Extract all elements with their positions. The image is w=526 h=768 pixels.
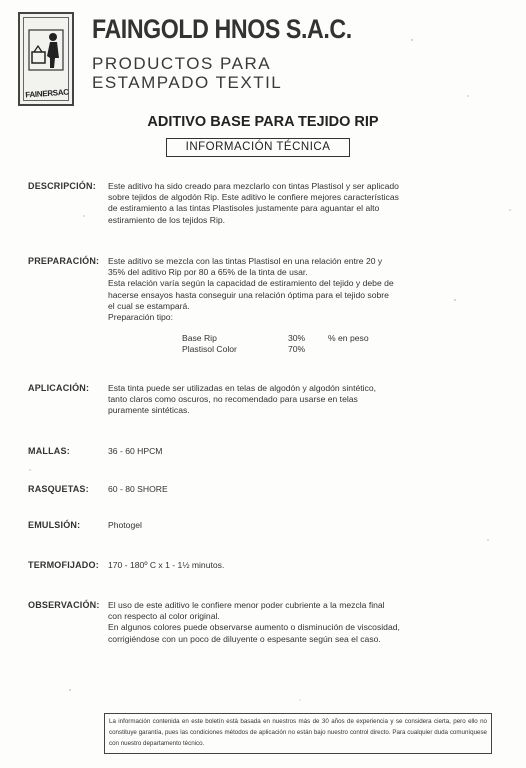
screen-printer-icon <box>28 28 64 72</box>
text-line: de estiramiento a las tintas Plastisoles justamente para aguantar el alto <box>108 203 380 214</box>
observacion-label: OBSERVACIÓN: <box>28 600 100 610</box>
text-line: Este aditivo ha sido creado para mezclarlo con tintas Plastisol y ser aplicado <box>108 181 399 191</box>
text-line: Esta relación varía según la capacidad de estiramiento del tejido y debe de <box>108 278 394 289</box>
text-line: estiramiento de los tejidos Rip. <box>108 214 226 225</box>
table-cell-item: Base Rip <box>182 333 217 343</box>
text-line: corrigiéndose con un poco de diluyente o espesante según sea el caso. <box>108 633 381 644</box>
disclaimer-box: La información contenida en este boletín está basada en nuestros más de 30 años de experiencia y se considera cierta, pero ello no constituye garantía, pues las condiciones métodos de aplicación no están bajo nuestro control directo. Para cualquier duda comuníquese con nuestro departamento técnico. <box>104 713 492 754</box>
text-line: Esta tinta puede ser utilizadas en telas de algodón y algodón sintético, <box>108 383 377 393</box>
termofijado-label: TERMOFIJADO: <box>28 560 99 570</box>
emulsion-label: EMULSIÓN: <box>28 520 81 530</box>
text-line: puramente sintéticas. <box>108 405 190 416</box>
mallas-value: 36 - 60 HPCM <box>108 446 163 456</box>
table-cell-note: % en peso <box>328 333 369 343</box>
preparacion-label: PREPARACIÓN: <box>28 256 100 266</box>
text-line: hacerse ensayos hasta conseguir una relación óptima para el tejido sobre <box>108 289 389 300</box>
text-line: sobre tejidos de algodón Rip. Este aditivo le confiere mejores características <box>108 192 399 203</box>
text-line: con respecto al color original. <box>108 611 220 622</box>
text-line: Este aditivo se mezcla con las tintas Plastisol en una relación entre 20 y <box>108 256 383 266</box>
text-line: El uso de este aditivo le confiere menor poder cubriente a la mezcla final <box>108 600 385 610</box>
table-row <box>182 333 402 344</box>
rasquetas-label: RASQUETAS: <box>28 484 89 494</box>
tagline-line-1: PRODUCTOS PARA <box>92 54 272 73</box>
descripcion-label: DESCRIPCIÓN: <box>28 181 96 191</box>
text-line: 35% del aditivo Rip por 80 a 65% de la tinta de usar. <box>108 267 308 278</box>
text-line: tanto claros como oscuros, no recomendado para usarse en telas <box>108 394 358 405</box>
company-name: FAINGOLD HNOS S.A.C. <box>92 14 352 44</box>
logo-text: FAINERSAC <box>24 87 70 100</box>
table-cell-item: Plastisol Color <box>182 344 237 355</box>
emulsion-value: Photogel <box>108 520 142 530</box>
technical-info-heading: INFORMACIÓN TÉCNICA <box>166 138 350 157</box>
company-logo <box>18 12 74 106</box>
preparacion-text <box>108 256 428 323</box>
tagline-line-2: ESTAMPADO TEXTIL <box>92 73 283 92</box>
text-line: Preparación tipo: <box>108 312 173 323</box>
table-row <box>182 344 402 355</box>
mallas-label: MALLAS: <box>28 446 70 456</box>
rasquetas-value: 60 - 80 SHORE <box>108 484 168 494</box>
text-line: En algunos colores puede observarse aumento o disminución de viscosidad, <box>108 622 400 633</box>
document-title: ADITIVO BASE PARA TEJIDO RIP <box>147 114 379 130</box>
table-cell-pct: 30% <box>288 333 306 343</box>
aplicacion-label: APLICACIÓN: <box>28 383 90 393</box>
termofijado-value: 170 - 180º C x 1 - 1½ minutos. <box>108 560 225 570</box>
text-line: el cual se estampará. <box>108 300 190 311</box>
preparation-table <box>182 333 402 355</box>
observacion-text <box>108 600 428 645</box>
descripcion-text <box>108 181 428 226</box>
table-cell-pct: 70% <box>288 344 306 355</box>
aplicacion-text <box>108 383 428 417</box>
